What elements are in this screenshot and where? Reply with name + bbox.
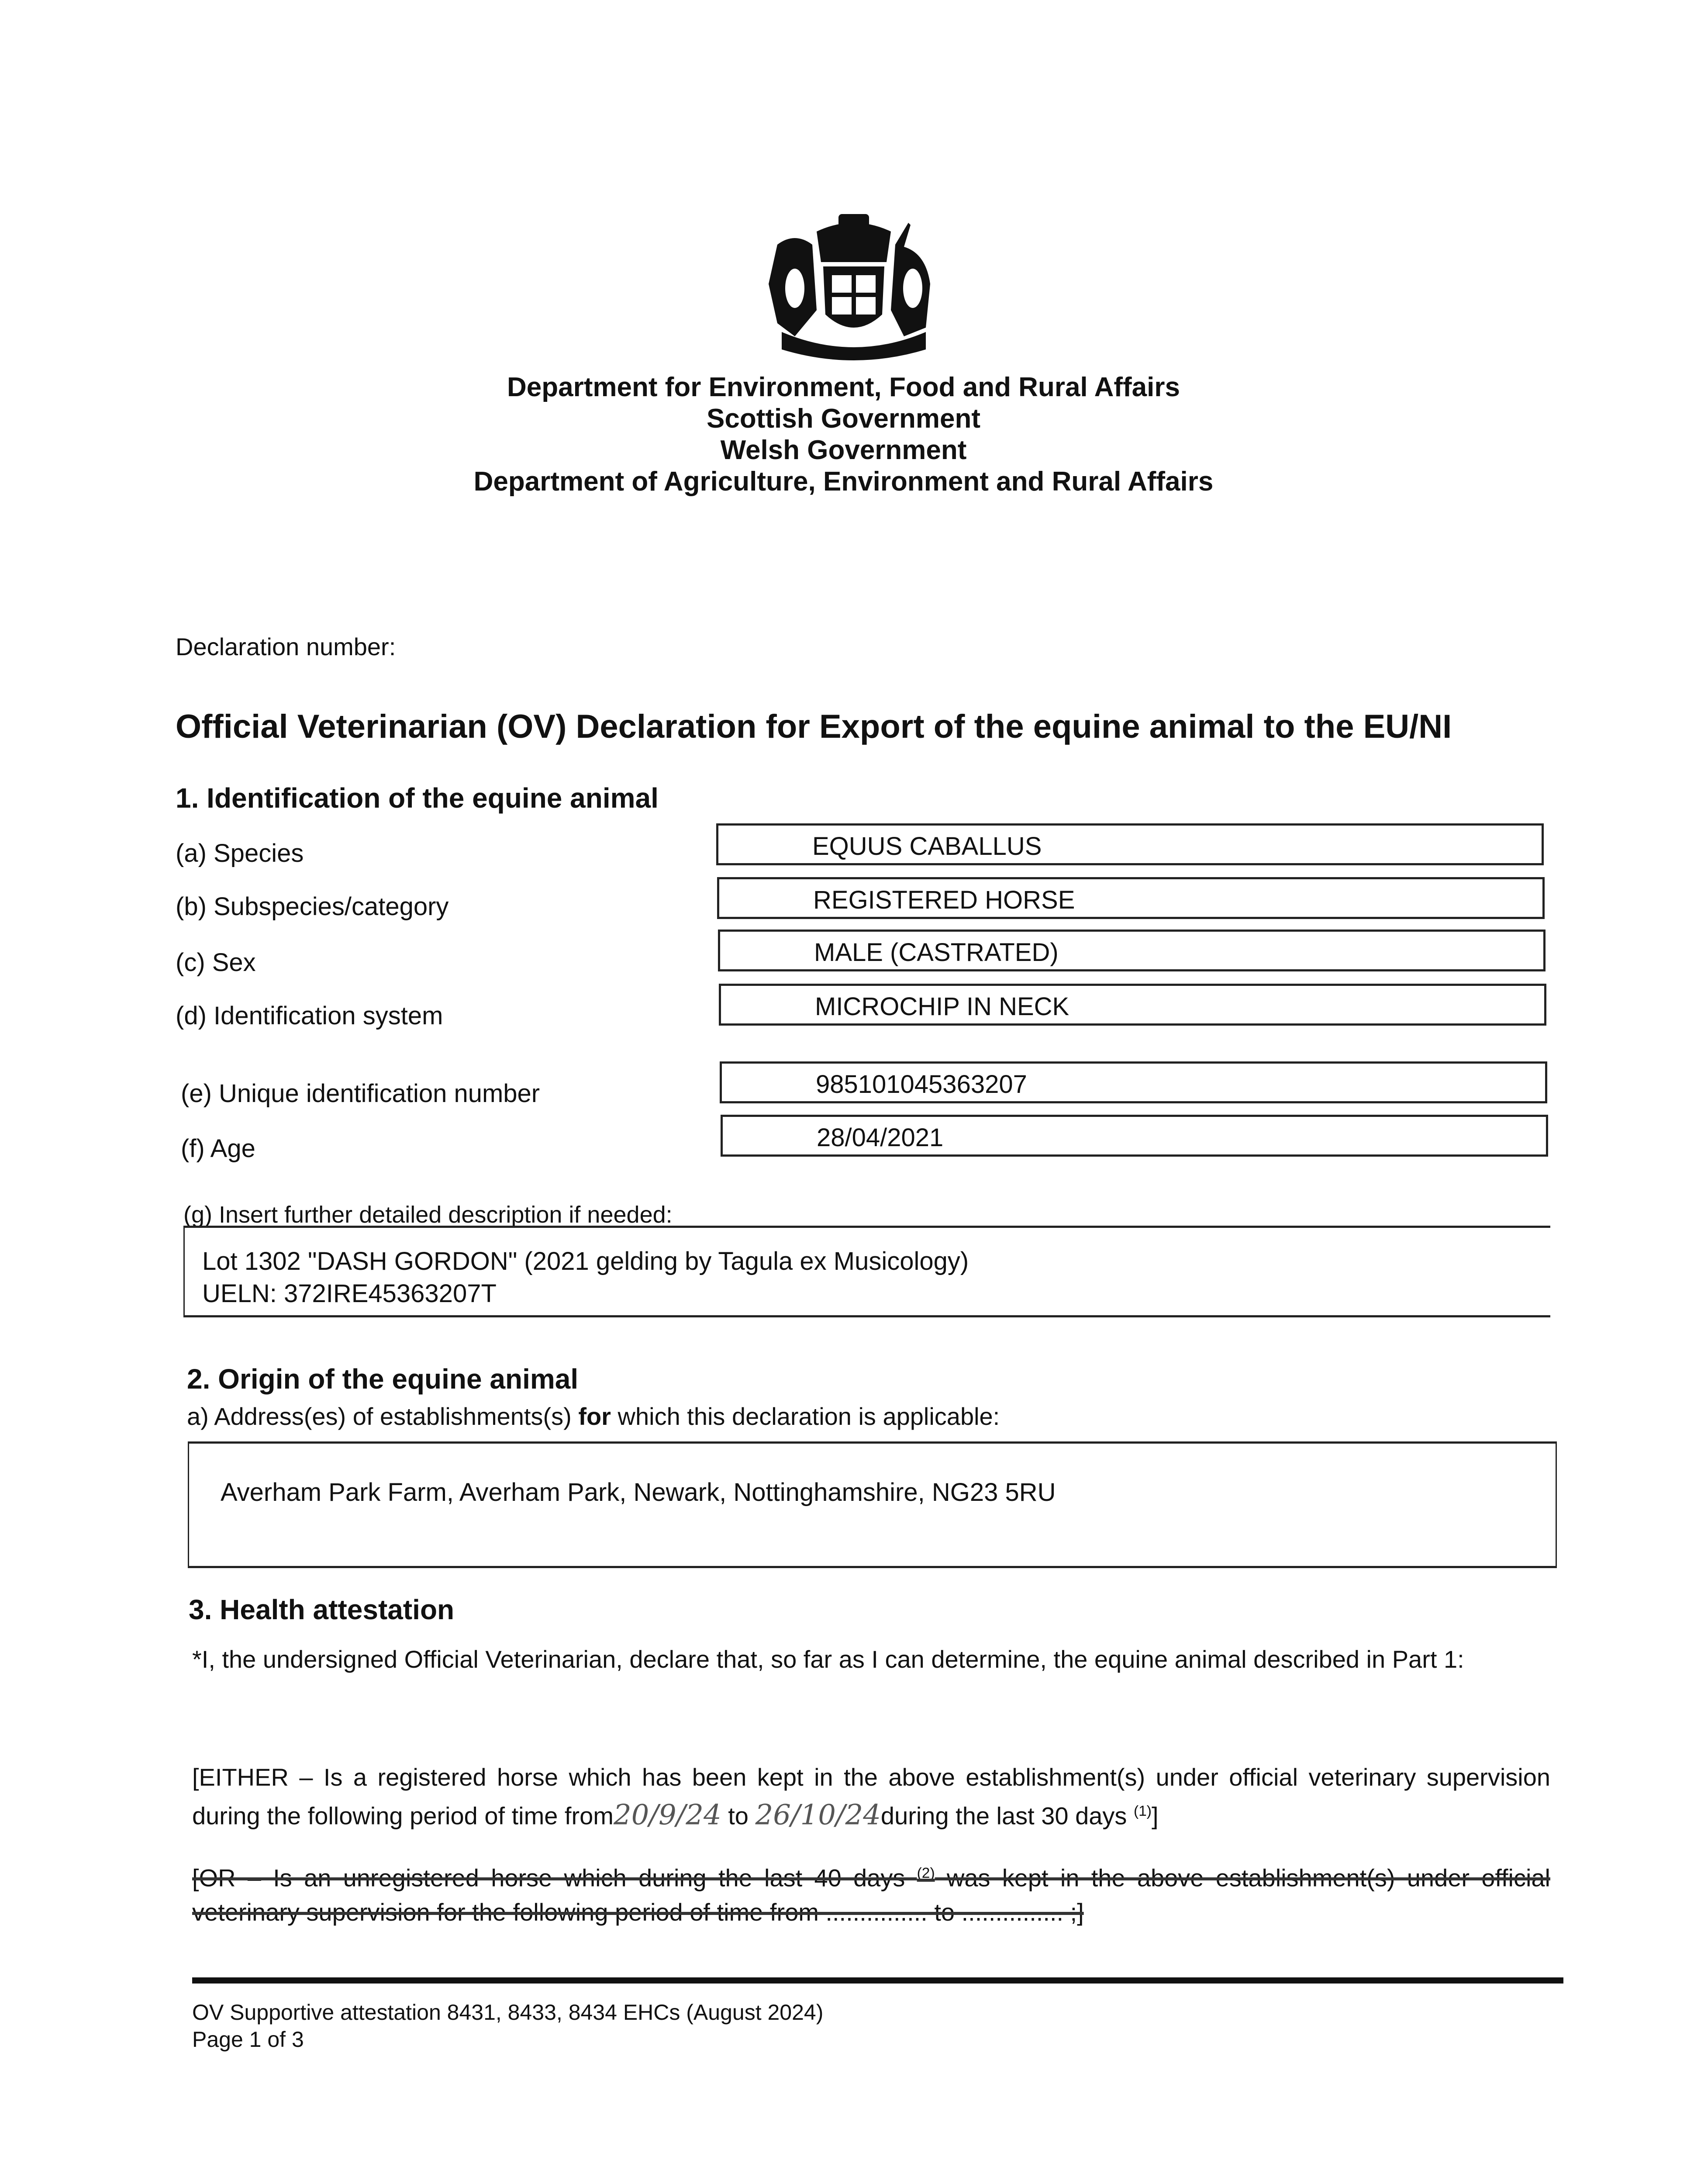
royal-coat-of-arms-icon [751, 205, 956, 363]
sex-label: (c) Sex [176, 948, 256, 977]
department-daera: Department of Agriculture, Environment and Rural Affairs [473, 467, 1214, 497]
subspecies-label: (b) Subspecies/category [176, 892, 449, 921]
address-label-bold: for [578, 1403, 611, 1430]
department-welsh-government: Welsh Government [720, 435, 967, 465]
age-field[interactable]: 28/04/2021 [721, 1115, 1548, 1157]
footnote-1: (1) [1133, 1803, 1152, 1819]
section-1-title: 1. Identification of the equine animal [176, 782, 659, 814]
footer-divider [192, 1977, 1563, 1984]
unique-id-field[interactable]: 985101045363207 [720, 1061, 1547, 1103]
section-2-title: 2. Origin of the equine animal [187, 1363, 579, 1395]
subspecies-field[interactable]: REGISTERED HORSE [717, 877, 1545, 919]
description-line-1: Lot 1302 "DASH GORDON" (2021 gelding by Tagula ex Musicology) [202, 1247, 969, 1275]
address-label [187, 1402, 1000, 1431]
page-number: Page 1 of 3 [192, 2027, 304, 2052]
sex-field[interactable]: MALE (CASTRATED) [718, 930, 1546, 971]
identification-system-field[interactable]: MICROCHIP IN NECK [719, 984, 1546, 1026]
to-word: to [721, 1802, 756, 1830]
either-close-bracket: ] [1152, 1802, 1159, 1830]
department-scottish-government: Scottish Government [707, 404, 980, 434]
department-defra: Department for Environment, Food and Rural Affairs [507, 372, 1180, 402]
species-label: (a) Species [176, 839, 304, 867]
either-clause-suffix: during the last 30 days [880, 1802, 1134, 1830]
footer-reference: OV Supportive attestation 8431, 8433, 8434 EHCs (August 2024) [192, 2000, 824, 2025]
address-label-text: a) Address(es) of establishments(s) [187, 1403, 579, 1430]
age-label: (f) Age [181, 1134, 255, 1163]
species-field[interactable]: EQUUS CABALLUS [716, 823, 1544, 865]
address-field[interactable]: Averham Park Farm, Averham Park, Newark, Nottinghamshire, NG23 5RU [188, 1441, 1557, 1568]
or-clause-text-2: was kept in the above establishment(s) under official veterinary supervision for the following period of time from ............... to ............... ;] [192, 1864, 1550, 1926]
health-attestation-intro: *I, the undersigned Official Veterinarian, declare that, so far as I can determine, the equine animal described in Part 1: [192, 1645, 1464, 1673]
declaration-number-label: Declaration number: [176, 633, 396, 660]
identification-system-label: (d) Identification system [176, 1002, 443, 1030]
or-clause-text: [OR – Is an unregistered horse which during the last 40 days [192, 1864, 917, 1892]
description-label: (g) Insert further detailed description if needed: [183, 1202, 673, 1228]
period-from-field[interactable]: 20/9/24 [613, 1799, 721, 1832]
unique-id-label: (e) Unique identification number [181, 1079, 540, 1108]
description-line-2: UELN: 372IRE45363207T [202, 1279, 497, 1308]
period-to-field[interactable]: 26/10/24 [755, 1799, 881, 1832]
section-3-title: 3. Health attestation [189, 1594, 455, 1625]
address-label-text-2: which this declaration is applicable: [611, 1403, 1000, 1430]
either-clause-text: [EITHER – Is a registered horse which has been kept in the above establishment(s) under official veterinary supervision during the following period of time from [192, 1763, 1550, 1830]
either-clause [192, 1760, 1550, 1833]
footnote-2: (2) [917, 1865, 935, 1881]
description-field[interactable] [183, 1226, 1550, 1317]
or-clause-struck [192, 1856, 1550, 1929]
page-title: Official Veterinarian (OV) Declaration for Export of the equine animal to the EU/NI [176, 708, 1452, 745]
